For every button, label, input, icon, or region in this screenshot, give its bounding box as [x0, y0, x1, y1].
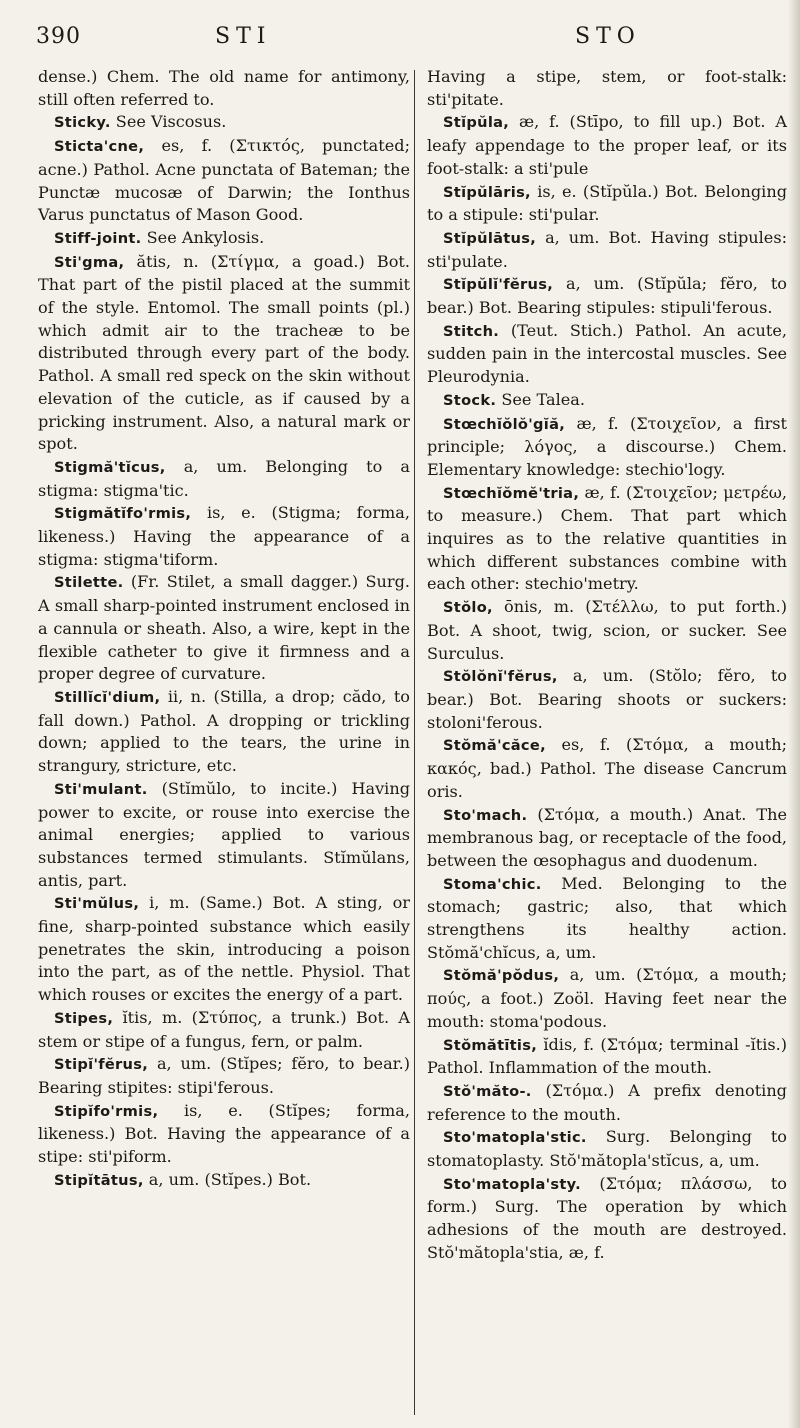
entry-headword: Stillĭcĭ'dium,	[54, 688, 161, 706]
entry-definition: i, m. (Same.) Bot. A sting, or fine, sharp-pointed substance which easily penetrates the skin, introducing a poison into the part, as of the nettle. Physiol. That which rouses or excites the energy of a part.	[38, 893, 410, 1005]
entry-definition: dense.) Chem. The old name for antimony, still often referred to.	[38, 67, 410, 109]
entry-headword: Stŏmătītis,	[443, 1036, 538, 1054]
dictionary-entry	[427, 1080, 787, 1126]
entry-definition: ĭdis, f. (Στόμα; terminal -ĭtis.) Pathol. Inflammation of the mouth.	[427, 1034, 787, 1078]
dictionary-entry	[427, 111, 787, 180]
left-column	[38, 66, 410, 1192]
dictionary-entry	[427, 482, 787, 597]
dictionary-entry	[427, 596, 787, 665]
dictionary-entry	[38, 227, 410, 251]
entry-headword: Stĭpŭla,	[443, 114, 510, 132]
entry-definition: æ, f. (Στοιχεῖον; μετρέω, to measure.) Chem. That part which inquires as to the relative quantities in which different substances combine with each other: stechio'metry.	[427, 482, 787, 594]
entry-headword: Sti'gma,	[54, 253, 125, 271]
entry-headword: Sto'mach.	[443, 806, 528, 824]
entry-definition: (Stĭmŭlo, to incite.) Having power to excite, or rouse into exercise the animal energies; applied to various substances termed stimulants. Stĭmŭlans, antis, part.	[38, 778, 410, 890]
entry-headword: Sti'mŭlus,	[54, 895, 140, 913]
entry-definition: a, um. (Stĭpes; fĕro, to bear.) Bearing stipites: stipi'ferous.	[38, 1054, 410, 1097]
entry-definition: ătis, n. (Στίγμα, a goad.) Bot. That part of the pistil placed at the summit of the style. Entomol. The small points (pl.) which admit air to the tracheæ to be distributed through every part of the body. Pathol. A small red speck on the skin without elevation of the cuticle, as if caused by a pricking instrument. Also, a natural mark or spot.	[38, 251, 410, 454]
entry-definition: (Στόμα; πλάσσω, to form.) Surg. The operation by which adhesions of the mouth are destroyed. Stŏ'mătopla'stia, æ, f.	[427, 1173, 787, 1262]
entry-headword: Sto'matopla'stic.	[443, 1129, 587, 1147]
entry-headword: Stŏ'măto-.	[443, 1082, 532, 1100]
dictionary-entry	[427, 389, 787, 413]
dictionary-entry	[38, 892, 410, 1007]
dictionary-entry	[38, 251, 410, 456]
entry-definition: æ, f. (Στοιχεῖον, a first principle; λόγος, a discourse.) Chem. Elementary knowledge: stechio'logy.	[427, 413, 787, 479]
entry-definition: See Ankylosis.	[141, 227, 265, 247]
dictionary-entry	[427, 873, 787, 965]
entry-definition: (Fr. Stilet, a small dagger.) Surg. A small sharp-pointed instrument enclosed in a cannula or sheath. Also, a wire, kept in the flexible catheter to give it firmness and a proper degree of curvature.	[38, 572, 410, 684]
entry-headword: Stœchĭŏlŏ'gĭă,	[443, 415, 566, 433]
dictionary-entry	[427, 964, 787, 1033]
column-divider	[414, 70, 415, 1415]
dictionary-entry	[38, 1100, 410, 1169]
dictionary-entry	[427, 734, 787, 803]
entry-definition: a, um. (Στόμα, a mouth; πούς, a foot.) Zoöl. Having feet near the mouth: stoma'podous.	[427, 965, 787, 1031]
entry-headword: Stŏlo,	[443, 599, 493, 617]
entry-definition: See Talea.	[496, 389, 585, 409]
entry-headword: Stipes,	[54, 1009, 114, 1027]
dictionary-entry	[38, 1007, 410, 1053]
entry-headword: Stigmă'tĭcus,	[54, 458, 166, 476]
dictionary-entry	[427, 1034, 787, 1080]
entry-headword: Stoma'chic.	[443, 875, 542, 893]
dictionary-entry	[427, 804, 787, 873]
entry-definition: (Στόμα, a mouth.) Anat. The membranous bag, or receptacle of the food, between the œsophagus and duodenum.	[427, 804, 787, 870]
entry-headword: Stitch.	[443, 322, 500, 340]
dictionary-entry	[427, 273, 787, 319]
dictionary-entry	[38, 571, 410, 686]
entry-definition: a, um. (Stŏlo; fĕro, to bear.) Bot. Bearing shoots or suckers: stoloni'ferous.	[427, 666, 787, 732]
dictionary-entry	[427, 665, 787, 734]
dictionary-entry	[427, 1126, 787, 1172]
entry-headword: Sticta'cne,	[54, 138, 145, 156]
entry-headword: Stŏlŏnĭ'fĕrus,	[443, 668, 558, 686]
dictionary-entry	[427, 227, 787, 273]
entry-definition: æ, f. (Stīpo, to fill up.) Bot. A leafy appendage to the proper leaf, or its foot-stalk: a sti'pule	[427, 112, 787, 178]
entry-definition: (Στόμα.) A prefix denoting reference to the mouth.	[427, 1080, 787, 1124]
entry-headword: Stĭpŭlātus,	[443, 229, 537, 247]
entry-definition: a, um. Belonging to a stigma: stigma'tic.	[38, 456, 410, 500]
entry-headword: Sti'mulant.	[54, 780, 148, 798]
entry-headword: Stĭpŭlĭ'fĕrus,	[443, 276, 554, 294]
right-column	[427, 66, 787, 1265]
entry-headword: Stipĭfo'rmis,	[54, 1102, 159, 1120]
left-running-head: STI	[215, 24, 272, 49]
entry-headword: Stŏmă'căce,	[443, 737, 546, 755]
dictionary-entry	[38, 686, 410, 778]
entry-definition: is, e. (Stĭpes; forma, likeness.) Bot. Having the appearance of a stipe: sti'piform.	[38, 1100, 410, 1167]
entry-definition: es, f. (Στικτός, punctated; acne.) Pathol. Acne punctata of Bateman; the Punctæ mucosæ of Darwin; the Ionthus Varus punctatus of Mason Good.	[38, 136, 410, 225]
entry-headword: Sto'matopla'sty.	[443, 1175, 581, 1193]
entry-definition: es, f. (Στόμα, a mouth; κακός, bad.) Pathol. The disease Cancrum oris.	[427, 735, 787, 801]
right-running-head: STO	[575, 24, 641, 49]
entry-definition: See Viscosus.	[110, 112, 227, 132]
entry-headword: Sticky.	[54, 114, 111, 132]
dictionary-entry	[427, 181, 787, 227]
entry-definition: a, um. Bot. Having stipules: sti'pulate.	[427, 227, 787, 271]
entry-definition: a, um. (Stĭpŭla; fĕro, to bear.) Bot. Bearing stipules: stipuli'ferous.	[427, 274, 787, 318]
dictionary-entry	[38, 1053, 410, 1099]
page-header	[0, 12, 800, 52]
entry-definition: ii, n. (Stilla, a drop; cădo, to fall down.) Pathol. A dropping or trickling down; applied to the tears, the urine in strangury, stricture, etc.	[38, 686, 410, 776]
dictionary-entry	[427, 1173, 787, 1265]
entry-definition: Surg. Belonging to stomatoplasty. Stŏ'mătopla'stĭcus, a, um.	[427, 1127, 787, 1171]
page-number: 390	[36, 24, 81, 49]
entry-headword: Stipĭ'fĕrus,	[54, 1056, 149, 1074]
entry-definition: Med. Belonging to the stomach; gastric; also, that which strengthens its healthy action. Stŏmă'chĭcus, a, um.	[427, 873, 787, 962]
dictionary-entry	[38, 135, 410, 227]
dictionary-entry	[38, 778, 410, 893]
entry-headword: Stilette.	[54, 574, 124, 592]
entry-headword: Stipĭtātus,	[54, 1171, 144, 1189]
entry-headword: Stigmătĭfo'rmis,	[54, 505, 192, 523]
entry-headword: Stœchĭŏmĕ'tria,	[443, 484, 580, 502]
entry-headword: Stĭpŭlāris,	[443, 183, 531, 201]
entry-definition: is, e. (Stigma; forma, likeness.) Having the appearance of a stigma: stigma'tiform.	[38, 503, 410, 569]
entry-definition: is, e. (Stĭpŭla.) Bot. Belonging to a stipule: sti'pular.	[427, 181, 787, 225]
entry-definition: (Teut. Stich.) Pathol. An acute, sudden pain in the intercostal muscles. See Pleurodynia.	[427, 320, 787, 387]
dictionary-entry	[38, 1169, 410, 1193]
dictionary-entry	[38, 456, 410, 502]
entry-definition: ōnis, m. (Στέλλω, to put forth.) Bot. A shoot, twig, scion, or sucker. See Surculus.	[427, 597, 787, 663]
dictionary-entry	[38, 66, 410, 111]
dictionary-entry	[427, 413, 787, 482]
entry-headword: Stiff-joint.	[54, 229, 142, 247]
page-edge-shadow	[788, 0, 800, 1428]
entry-headword: Stock.	[443, 391, 497, 409]
dictionary-entry	[38, 502, 410, 571]
entry-definition: ĭtis, m. (Στύπος, a trunk.) Bot. A stem or stipe of a fungus, fern, or palm.	[38, 1007, 410, 1051]
entry-definition: Having a stipe, stem, or foot-stalk: sti'pitate.	[427, 67, 787, 109]
dictionary-entry	[427, 320, 787, 389]
entry-headword: Stŏmă'pŏdus,	[443, 967, 560, 985]
dictionary-entry	[427, 66, 787, 111]
dictionary-entry	[38, 111, 410, 135]
entry-definition: a, um. (Stĭpes.) Bot.	[143, 1169, 312, 1189]
